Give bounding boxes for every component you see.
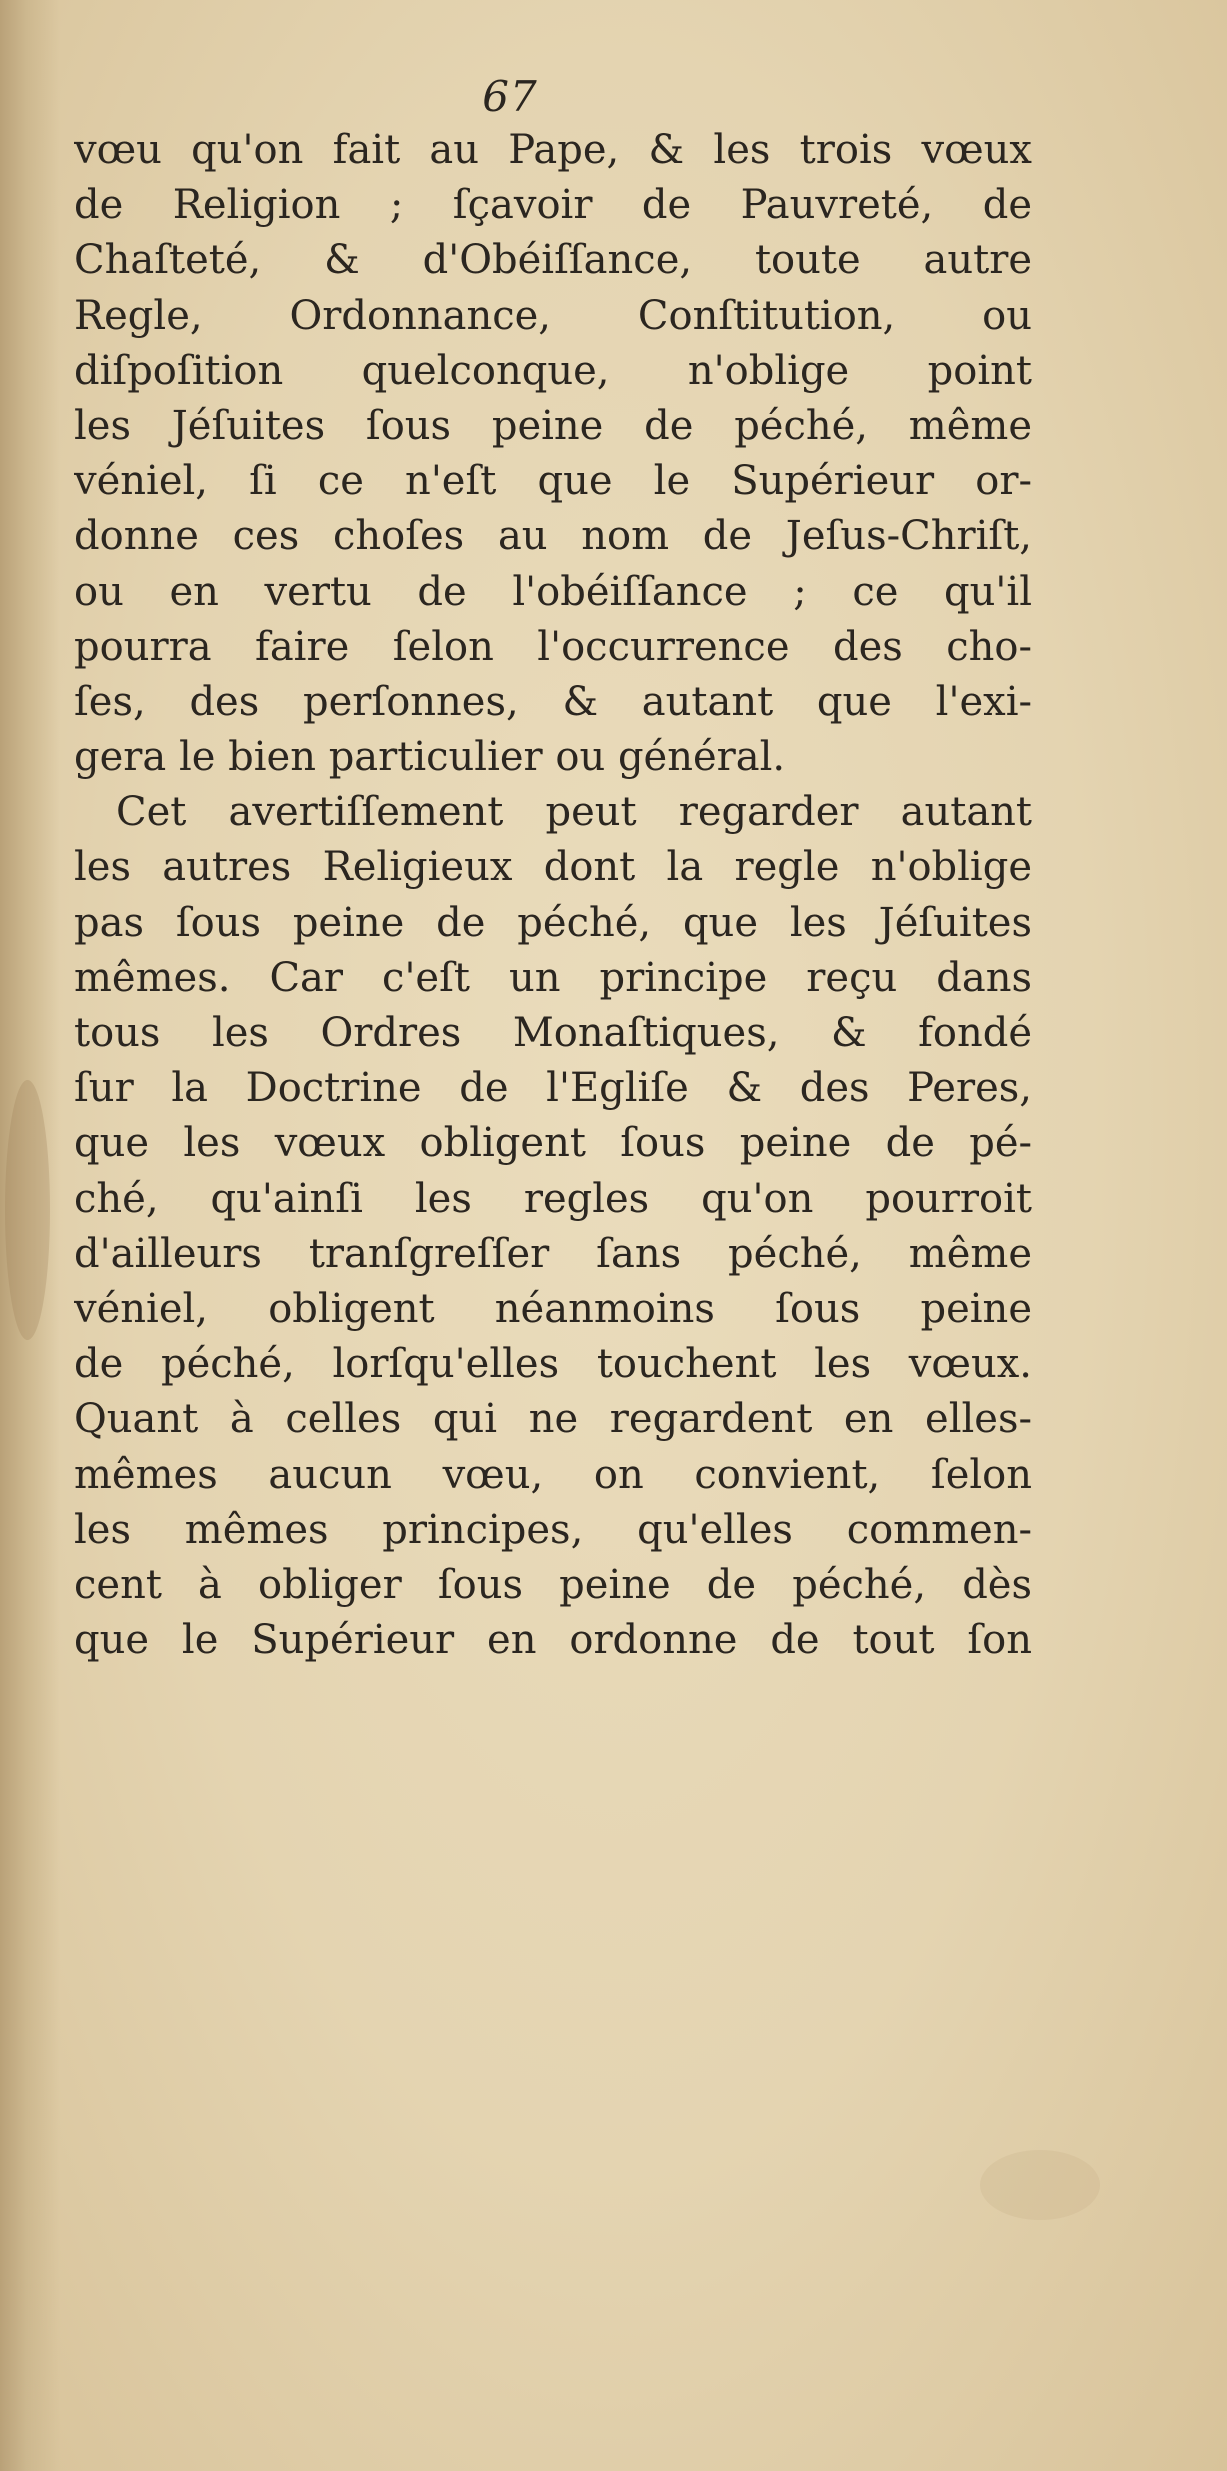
text-line: mêmes aucun vœu, on convient, ſelon	[74, 1451, 1032, 1498]
text-line: gera le bien particulier ou général.	[74, 734, 786, 781]
text-line: Chaſteté, & d'Obéiſſance, toute autre	[74, 237, 1032, 284]
text-line: véniel, obligent néanmoins ſous peine	[74, 1285, 1032, 1332]
text-line: ſur la Doctrine de l'Egliſe & des Peres,	[74, 1065, 1032, 1112]
text-line: de péché, lorſqu'elles touchent les vœux.	[74, 1341, 1032, 1388]
text-line: donne ces choſes au nom de Jeſus-Chriſt,	[74, 513, 1032, 560]
text-line: Regle, Ordonnance, Conſtitution, ou	[74, 292, 1032, 339]
text-line: vœu qu'on fait au Pape, & les trois vœux	[74, 127, 1032, 173]
text-line: Cet avertiſſement peut regarder autant	[116, 789, 1032, 836]
text-line: de Religion ; ſçavoir de Pauvreté, de	[74, 182, 1032, 229]
text-line: les mêmes principes, qu'elles commen-	[74, 1506, 1032, 1553]
body-text	[74, 123, 1032, 1668]
text-line: les Jéſuites ſous peine de péché, même	[74, 402, 1032, 449]
paper-stain	[5, 1080, 50, 1340]
paper-stain	[980, 2150, 1100, 2220]
text-line: pourra faire ſelon l'occurrence des cho-	[74, 623, 1032, 670]
text-line: véniel, ſi ce n'eſt que le Supérieur or-	[74, 458, 1032, 505]
text-line: ché, qu'ainſi les regles qu'on pourroit	[74, 1175, 1032, 1222]
text-line: ſes, des perſonnes, & autant que l'exi-	[74, 678, 1032, 725]
text-line: cent à obliger ſous peine de péché, dès	[74, 1561, 1032, 1608]
text-line: que le Supérieur en ordonne de tout ſon	[74, 1617, 1032, 1664]
page-number: 67	[482, 72, 538, 121]
text-line: que les vœux obligent ſous peine de pé-	[74, 1120, 1032, 1167]
text-line: les autres Religieux dont la regle n'oblige	[74, 844, 1032, 891]
text-line: Quant à celles qui ne regardent en elles-	[74, 1396, 1032, 1443]
text-line: diſpoſition quelconque, n'oblige point	[74, 347, 1032, 394]
text-line: mêmes. Car c'eſt un principe reçu dans	[74, 954, 1032, 1001]
text-line: pas ſous peine de péché, que les Jéſuites	[74, 899, 1032, 946]
text-line: ou en vertu de l'obéiſſance ; ce qu'il	[74, 568, 1032, 615]
text-line: d'ailleurs tranſgreſſer ſans péché, même	[74, 1230, 1032, 1277]
text-line: tous les Ordres Monaſtiques, & fondé	[74, 1010, 1032, 1056]
